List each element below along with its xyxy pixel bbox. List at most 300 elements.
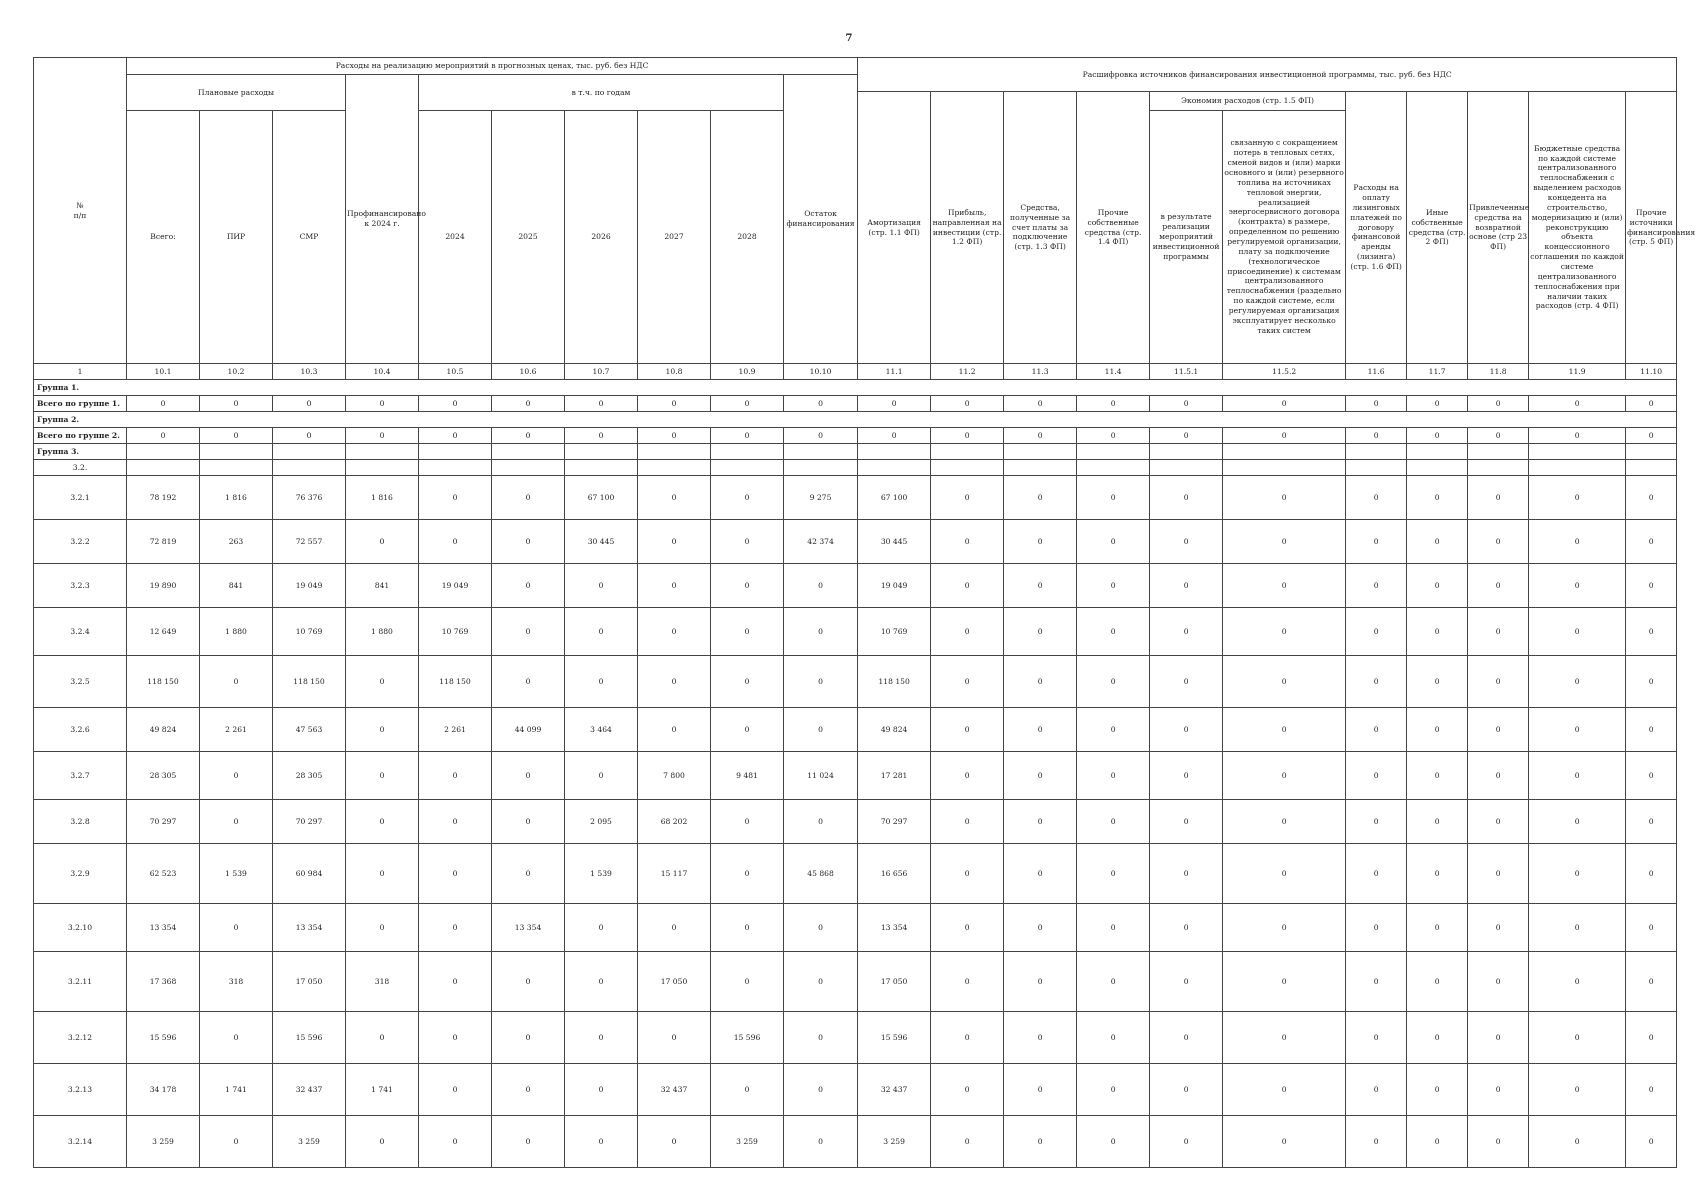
value-cell: 0	[784, 564, 858, 608]
empty-cell	[1004, 444, 1077, 460]
value-cell: 0	[711, 800, 784, 844]
value-cell: 0	[1529, 656, 1626, 708]
column-number: 11.1	[858, 364, 931, 380]
value-cell: 0	[638, 904, 711, 952]
value-cell: 0	[346, 752, 419, 800]
value-cell: 0	[1004, 608, 1077, 656]
empty-cell	[565, 444, 638, 460]
empty-cell	[1150, 460, 1223, 476]
empty-cell	[931, 444, 1004, 460]
empty-cell	[1468, 444, 1529, 460]
table-row	[34, 844, 1677, 904]
value-cell: 9 481	[711, 752, 784, 800]
header-economy-group: Экономия расходов (стр. 1.5 ФП)	[1150, 92, 1346, 111]
value-cell: 0	[346, 904, 419, 952]
value-cell: 68 202	[638, 800, 711, 844]
header-year-2024: 2024	[419, 111, 492, 364]
header-year-2026: 2026	[565, 111, 638, 364]
value-cell: 0	[565, 904, 638, 952]
header-economy-1: в результате реализации мероприятий инвестиционной программы	[1150, 111, 1223, 364]
table-body	[34, 380, 1677, 1168]
empty-cell	[1346, 444, 1407, 460]
value-cell: 0	[1529, 1012, 1626, 1064]
total-cell: 0	[492, 396, 565, 412]
empty-cell	[419, 444, 492, 460]
value-cell: 1 880	[346, 608, 419, 656]
value-cell: 0	[1004, 520, 1077, 564]
value-cell: 0	[492, 800, 565, 844]
value-cell: 0	[1077, 520, 1150, 564]
value-cell: 17 281	[858, 752, 931, 800]
empty-cell	[931, 460, 1004, 476]
value-cell: 0	[931, 1012, 1004, 1064]
row-id: 3.2.5	[34, 656, 127, 708]
value-cell: 0	[1468, 608, 1529, 656]
value-cell: 2 261	[419, 708, 492, 752]
value-cell: 0	[1223, 476, 1346, 520]
total-cell: 0	[1407, 396, 1468, 412]
header-borrowed: Привлеченные средства на возвратной основе (стр 23 ФП)	[1468, 92, 1529, 364]
header-year-2027: 2027	[638, 111, 711, 364]
group-label: Группа 3.	[34, 444, 127, 460]
value-cell: 841	[200, 564, 273, 608]
value-cell: 70 297	[858, 800, 931, 844]
value-cell: 0	[1529, 564, 1626, 608]
value-cell: 16 656	[858, 844, 931, 904]
value-cell: 1 741	[200, 1064, 273, 1116]
value-cell: 0	[346, 708, 419, 752]
value-cell: 0	[419, 800, 492, 844]
total-cell: 0	[784, 396, 858, 412]
value-cell: 0	[1077, 904, 1150, 952]
value-cell: 0	[565, 952, 638, 1012]
total-cell: 0	[711, 428, 784, 444]
value-cell: 47 563	[273, 708, 346, 752]
column-number: 10.3	[273, 364, 346, 380]
value-cell: 0	[1150, 844, 1223, 904]
value-cell: 0	[1407, 1116, 1468, 1168]
value-cell: 0	[1004, 476, 1077, 520]
value-cell: 0	[1150, 520, 1223, 564]
value-cell: 0	[1407, 1012, 1468, 1064]
group-label: Группа 2.	[34, 412, 1677, 428]
value-cell: 0	[1529, 520, 1626, 564]
header-profit: Прибыль, направленная на инвестиции (стр. 1.2 ФП)	[931, 92, 1004, 364]
value-cell: 0	[784, 1064, 858, 1116]
column-number: 11.8	[1468, 364, 1529, 380]
value-cell: 0	[1150, 800, 1223, 844]
value-cell: 7 800	[638, 752, 711, 800]
header-remaining: Остаток финансирования	[784, 75, 858, 364]
empty-cell	[638, 444, 711, 460]
value-cell: 0	[1529, 608, 1626, 656]
total-cell: 0	[1004, 428, 1077, 444]
value-cell: 0	[711, 564, 784, 608]
value-cell: 0	[346, 800, 419, 844]
value-cell: 0	[931, 1116, 1004, 1168]
total-cell: 0	[127, 396, 200, 412]
value-cell: 13 354	[492, 904, 565, 952]
group-total-label: Всего по группе 2.	[34, 428, 127, 444]
value-cell: 49 824	[127, 708, 200, 752]
value-cell: 0	[419, 844, 492, 904]
column-number: 10.1	[127, 364, 200, 380]
value-cell: 0	[1626, 844, 1677, 904]
value-cell: 3 259	[711, 1116, 784, 1168]
value-cell: 0	[1077, 1116, 1150, 1168]
value-cell: 19 049	[273, 564, 346, 608]
value-cell: 0	[931, 656, 1004, 708]
value-cell: 15 596	[711, 1012, 784, 1064]
value-cell: 0	[1077, 708, 1150, 752]
empty-cell	[1529, 460, 1626, 476]
header-connection-funds: Средства, полученные за счет платы за подключение (стр. 1.3 ФП)	[1004, 92, 1077, 364]
column-number-row	[34, 364, 1677, 380]
column-number: 1	[34, 364, 127, 380]
value-cell: 0	[200, 1012, 273, 1064]
value-cell: 0	[492, 1116, 565, 1168]
header-smr: СМР	[273, 111, 346, 364]
value-cell: 19 049	[419, 564, 492, 608]
value-cell: 0	[1346, 904, 1407, 952]
value-cell: 0	[1468, 844, 1529, 904]
value-cell: 0	[565, 564, 638, 608]
value-cell: 0	[1529, 800, 1626, 844]
value-cell: 0	[565, 1064, 638, 1116]
subgroup-row	[34, 460, 1677, 476]
column-number: 10.5	[419, 364, 492, 380]
value-cell: 0	[1077, 1064, 1150, 1116]
value-cell: 0	[931, 476, 1004, 520]
value-cell: 0	[492, 1064, 565, 1116]
value-cell: 0	[1004, 656, 1077, 708]
value-cell: 3 259	[273, 1116, 346, 1168]
value-cell: 0	[1004, 1064, 1077, 1116]
value-cell: 0	[1150, 608, 1223, 656]
empty-cell	[200, 460, 273, 476]
total-cell: 0	[1077, 396, 1150, 412]
value-cell: 0	[931, 1064, 1004, 1116]
table-row	[34, 656, 1677, 708]
column-number: 10.2	[200, 364, 273, 380]
value-cell: 0	[1223, 1012, 1346, 1064]
value-cell: 0	[565, 1012, 638, 1064]
empty-cell	[273, 444, 346, 460]
header-by-years: в т.ч. по годам	[419, 75, 784, 111]
value-cell: 0	[1529, 904, 1626, 952]
value-cell: 0	[711, 608, 784, 656]
row-id: 3.2.7	[34, 752, 127, 800]
total-cell: 0	[1346, 396, 1407, 412]
value-cell: 30 445	[565, 520, 638, 564]
value-cell: 0	[784, 952, 858, 1012]
value-cell: 0	[1407, 608, 1468, 656]
value-cell: 0	[1468, 708, 1529, 752]
value-cell: 0	[711, 708, 784, 752]
total-cell: 0	[200, 396, 273, 412]
value-cell: 0	[1004, 1116, 1077, 1168]
table-row	[34, 952, 1677, 1012]
value-cell: 0	[1346, 708, 1407, 752]
value-cell: 0	[492, 520, 565, 564]
value-cell: 0	[346, 844, 419, 904]
total-cell: 0	[565, 396, 638, 412]
value-cell: 0	[711, 1064, 784, 1116]
value-cell: 0	[1529, 752, 1626, 800]
total-cell: 0	[711, 396, 784, 412]
table-row	[34, 1012, 1677, 1064]
value-cell: 0	[1150, 752, 1223, 800]
value-cell: 0	[784, 904, 858, 952]
value-cell: 0	[492, 564, 565, 608]
value-cell: 0	[419, 952, 492, 1012]
empty-cell	[1626, 460, 1677, 476]
value-cell: 67 100	[858, 476, 931, 520]
empty-cell	[711, 460, 784, 476]
value-cell: 0	[492, 752, 565, 800]
value-cell: 0	[565, 1116, 638, 1168]
value-cell: 0	[1626, 752, 1677, 800]
value-cell: 17 050	[638, 952, 711, 1012]
value-cell: 60 984	[273, 844, 346, 904]
value-cell: 32 437	[858, 1064, 931, 1116]
table-row	[34, 1064, 1677, 1116]
table-row	[34, 520, 1677, 564]
value-cell: 0	[419, 752, 492, 800]
group-row	[34, 444, 1677, 460]
value-cell: 0	[1223, 844, 1346, 904]
total-cell: 0	[565, 428, 638, 444]
value-cell: 0	[1346, 476, 1407, 520]
value-cell: 0	[419, 1064, 492, 1116]
value-cell: 0	[1407, 904, 1468, 952]
total-cell: 0	[1529, 428, 1626, 444]
total-cell: 0	[419, 396, 492, 412]
value-cell: 0	[931, 800, 1004, 844]
value-cell: 0	[1223, 520, 1346, 564]
value-cell: 62 523	[127, 844, 200, 904]
value-cell: 118 150	[858, 656, 931, 708]
value-cell: 0	[931, 520, 1004, 564]
total-cell: 0	[346, 428, 419, 444]
investment-program-table	[33, 57, 1696, 1168]
column-number: 10.7	[565, 364, 638, 380]
header-budget: Бюджетные средства по каждой системе централизованного теплоснабжения с выделением расходов концедента на строительство, модернизацию и (или) реконструкцию объекта концессионного соглашения по каждой системе централизованного теплоснабжения при наличии таких расходов (стр. 4 ФП)	[1529, 92, 1626, 364]
value-cell: 0	[1626, 800, 1677, 844]
value-cell: 0	[200, 656, 273, 708]
value-cell: 17 050	[858, 952, 931, 1012]
value-cell: 0	[638, 1116, 711, 1168]
value-cell: 0	[1346, 752, 1407, 800]
value-cell: 318	[346, 952, 419, 1012]
total-cell: 0	[1626, 428, 1677, 444]
row-id: 3.2.1	[34, 476, 127, 520]
empty-cell	[565, 460, 638, 476]
value-cell: 0	[1468, 520, 1529, 564]
column-number: 11.5.1	[1150, 364, 1223, 380]
value-cell: 0	[1626, 708, 1677, 752]
value-cell: 0	[419, 904, 492, 952]
value-cell: 1 539	[565, 844, 638, 904]
value-cell: 0	[1346, 800, 1407, 844]
value-cell: 0	[1004, 708, 1077, 752]
empty-cell	[858, 460, 931, 476]
row-id: 3.2.14	[34, 1116, 127, 1168]
value-cell: 0	[1077, 952, 1150, 1012]
value-cell: 0	[492, 656, 565, 708]
value-cell: 0	[492, 608, 565, 656]
total-cell: 0	[127, 428, 200, 444]
value-cell: 0	[1529, 476, 1626, 520]
value-cell: 44 099	[492, 708, 565, 752]
value-cell: 118 150	[273, 656, 346, 708]
value-cell: 0	[638, 656, 711, 708]
column-number: 11.4	[1077, 364, 1150, 380]
value-cell: 0	[1468, 904, 1529, 952]
group-row	[34, 412, 1677, 428]
table-row	[34, 476, 1677, 520]
row-id: 3.2.13	[34, 1064, 127, 1116]
value-cell: 0	[1407, 1064, 1468, 1116]
value-cell: 30 445	[858, 520, 931, 564]
value-cell: 0	[1346, 1116, 1407, 1168]
value-cell: 0	[346, 1012, 419, 1064]
table-row	[34, 564, 1677, 608]
column-number: 11.3	[1004, 364, 1077, 380]
header-total: Всего:	[127, 111, 200, 364]
value-cell: 0	[638, 476, 711, 520]
value-cell: 0	[565, 656, 638, 708]
value-cell: 76 376	[273, 476, 346, 520]
column-number: 11.10	[1626, 364, 1677, 380]
value-cell: 42 374	[784, 520, 858, 564]
value-cell: 0	[346, 1116, 419, 1168]
value-cell: 0	[1077, 1012, 1150, 1064]
value-cell: 28 305	[127, 752, 200, 800]
value-cell: 0	[1150, 564, 1223, 608]
value-cell: 0	[1150, 1012, 1223, 1064]
group-row	[34, 380, 1677, 396]
value-cell: 0	[1529, 952, 1626, 1012]
value-cell: 0	[784, 1012, 858, 1064]
header-planned: Плановые расходы	[127, 75, 346, 111]
value-cell: 0	[1223, 564, 1346, 608]
value-cell: 28 305	[273, 752, 346, 800]
value-cell: 0	[1529, 708, 1626, 752]
empty-cell	[784, 444, 858, 460]
total-cell: 0	[419, 428, 492, 444]
header-num: № п/п	[34, 58, 127, 364]
value-cell: 0	[419, 1012, 492, 1064]
row-id: 3.2.8	[34, 800, 127, 844]
value-cell: 0	[1004, 752, 1077, 800]
value-cell: 0	[1223, 800, 1346, 844]
total-cell: 0	[858, 396, 931, 412]
value-cell: 0	[1529, 844, 1626, 904]
value-cell: 263	[200, 520, 273, 564]
value-cell: 0	[346, 656, 419, 708]
value-cell: 0	[784, 800, 858, 844]
value-cell: 12 649	[127, 608, 200, 656]
row-id: 3.2.6	[34, 708, 127, 752]
total-cell: 0	[273, 396, 346, 412]
value-cell: 0	[1468, 1064, 1529, 1116]
total-cell: 0	[1407, 428, 1468, 444]
header-pir: ПИР	[200, 111, 273, 364]
value-cell: 32 437	[273, 1064, 346, 1116]
table-header	[34, 58, 1696, 380]
value-cell: 0	[1346, 1064, 1407, 1116]
header-amortization: Амортизация (стр. 1.1 ФП)	[858, 92, 931, 364]
value-cell: 0	[1004, 564, 1077, 608]
value-cell: 0	[492, 844, 565, 904]
value-cell: 0	[1529, 1116, 1626, 1168]
value-cell: 318	[200, 952, 273, 1012]
value-cell: 17 368	[127, 952, 200, 1012]
value-cell: 0	[1468, 1116, 1529, 1168]
value-cell: 0	[1468, 656, 1529, 708]
column-number: 11.2	[931, 364, 1004, 380]
value-cell: 1 816	[346, 476, 419, 520]
value-cell: 0	[565, 608, 638, 656]
empty-cell	[1407, 460, 1468, 476]
value-cell: 34 178	[127, 1064, 200, 1116]
value-cell: 0	[1626, 904, 1677, 952]
group-label: Группа 1.	[34, 380, 1677, 396]
value-cell: 0	[1407, 844, 1468, 904]
table-row	[34, 752, 1677, 800]
value-cell: 0	[1407, 520, 1468, 564]
value-cell: 0	[1077, 800, 1150, 844]
value-cell: 70 297	[273, 800, 346, 844]
total-cell: 0	[638, 396, 711, 412]
empty-cell	[419, 460, 492, 476]
row-id: 3.2.4	[34, 608, 127, 656]
value-cell: 0	[638, 520, 711, 564]
empty-cell	[711, 444, 784, 460]
value-cell: 0	[931, 904, 1004, 952]
total-cell: 0	[1150, 396, 1223, 412]
group-total-row	[34, 396, 1677, 412]
total-cell: 0	[1223, 428, 1346, 444]
row-id: 3.2.11	[34, 952, 127, 1012]
value-cell: 0	[200, 904, 273, 952]
value-cell: 0	[1346, 656, 1407, 708]
total-cell: 0	[1468, 428, 1529, 444]
row-id: 3.2.2	[34, 520, 127, 564]
value-cell: 0	[1407, 476, 1468, 520]
value-cell: 0	[638, 708, 711, 752]
value-cell: 0	[1004, 1012, 1077, 1064]
value-cell: 15 596	[858, 1012, 931, 1064]
value-cell: 0	[492, 476, 565, 520]
value-cell: 0	[1223, 952, 1346, 1012]
value-cell: 0	[784, 656, 858, 708]
value-cell: 0	[1407, 564, 1468, 608]
value-cell: 0	[1468, 952, 1529, 1012]
table-row	[34, 904, 1677, 952]
value-cell: 0	[1407, 656, 1468, 708]
value-cell: 0	[1626, 952, 1677, 1012]
empty-cell	[346, 444, 419, 460]
value-cell: 0	[419, 520, 492, 564]
total-cell: 0	[1626, 396, 1677, 412]
value-cell: 0	[1004, 844, 1077, 904]
column-number: 11.7	[1407, 364, 1468, 380]
row-id: 3.2.10	[34, 904, 127, 952]
value-cell: 0	[1407, 708, 1468, 752]
row-id: 3.2.12	[34, 1012, 127, 1064]
